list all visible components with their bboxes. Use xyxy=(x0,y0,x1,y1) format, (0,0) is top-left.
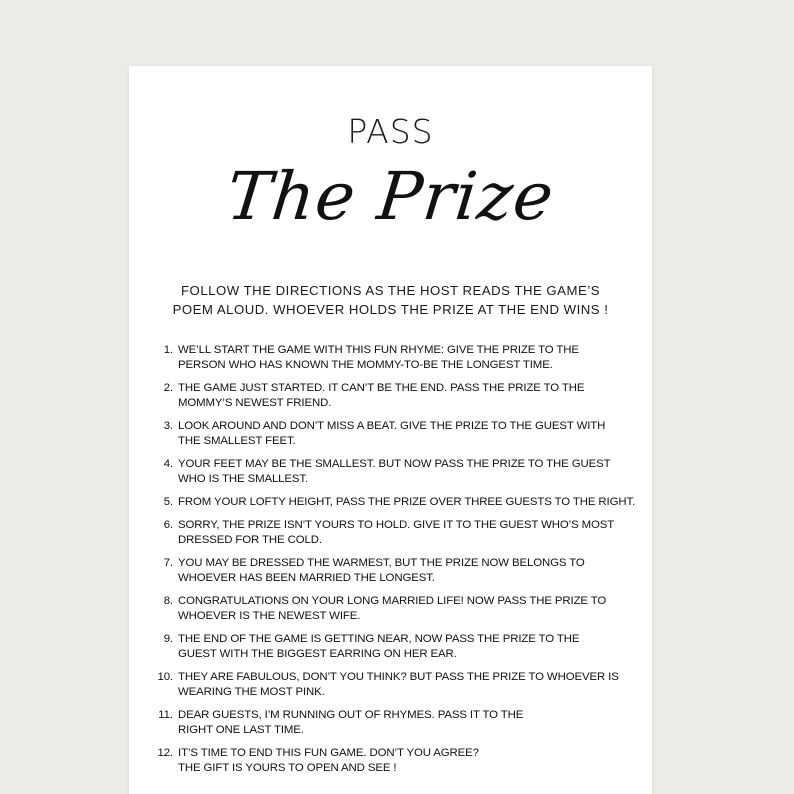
instructions xyxy=(149,281,632,319)
rule-item xyxy=(149,495,639,510)
rule-number: 5. xyxy=(163,496,173,508)
rule-item xyxy=(149,518,639,548)
rule-line: THE END OF THE GAME IS GETTING NEAR, NOW PASS THE PRIZE TO THE xyxy=(178,633,580,645)
rule-number: 9. xyxy=(163,633,173,645)
rule-number: 10. xyxy=(157,671,173,683)
title-pass: PASS xyxy=(347,112,434,151)
rule-number: 6. xyxy=(163,519,173,531)
rule-item xyxy=(149,343,639,373)
rule-item xyxy=(149,746,639,776)
rule-line: SORRY, THE PRIZE ISN’T YOURS TO HOLD. GIVE IT TO THE GUEST WHO’S MOST xyxy=(178,519,615,531)
rule-item xyxy=(149,457,639,487)
rule-line: IT’S TIME TO END THIS FUN GAME. DON’T YOU AGREE? xyxy=(178,747,479,759)
rule-line: THEY ARE FABULOUS, DON’T YOU THINK? BUT PASS THE PRIZE TO WHOEVER IS xyxy=(178,671,619,683)
rule-line: WHOEVER HAS BEEN MARRIED THE LONGEST. xyxy=(178,572,435,584)
rule-line: WE’LL START THE GAME WITH THIS FUN RHYME: GIVE THE PRIZE TO THE xyxy=(178,344,579,356)
rule-line: THE GAME JUST STARTED. IT CAN’T BE THE END. PASS THE PRIZE TO THE xyxy=(178,382,585,394)
instructions-line-2: POEM ALOUD. WHOEVER HOLDS THE PRIZE AT THE END WINS ! xyxy=(172,302,609,317)
rule-line: THE GIFT IS YOURS TO OPEN AND SEE ! xyxy=(178,762,397,774)
rule-number: 7. xyxy=(163,557,173,569)
rule-item xyxy=(149,381,639,411)
rule-number: 4. xyxy=(163,458,173,470)
rules-list xyxy=(149,343,639,784)
rule-line: CONGRATULATIONS ON YOUR LONG MARRIED LIFE! NOW PASS THE PRIZE TO xyxy=(178,595,607,607)
rule-number: 1. xyxy=(163,344,173,356)
title-the-prize: The Prize xyxy=(223,158,558,235)
rule-number: 2. xyxy=(163,382,173,394)
rule-item xyxy=(149,556,639,586)
rule-line: WHO IS THE SMALLEST. xyxy=(178,473,309,485)
rule-number: 12. xyxy=(157,747,173,759)
rule-line: GUEST WITH THE BIGGEST EARRING ON HER EAR. xyxy=(178,648,457,660)
instructions-line-1: FOLLOW THE DIRECTIONS AS THE HOST READS THE GAME’S xyxy=(181,283,600,298)
rule-number: 11. xyxy=(158,709,173,721)
rule-line: RIGHT ONE LAST TIME. xyxy=(178,724,304,736)
rule-line: DRESSED FOR THE COLD. xyxy=(178,534,322,546)
rule-item xyxy=(149,594,639,624)
rule-number: 8. xyxy=(163,595,173,607)
rule-line: PERSON WHO HAS KNOWN THE MOMMY-TO-BE THE LONGEST TIME. xyxy=(178,359,553,371)
rule-line: YOUR FEET MAY BE THE SMALLEST. BUT NOW PASS THE PRIZE TO THE GUEST xyxy=(178,458,611,470)
rule-line: WHOEVER IS THE NEWEST WIFE. xyxy=(178,610,361,622)
rule-item xyxy=(149,670,639,700)
rule-line: DEAR GUESTS, I’M RUNNING OUT OF RHYMES. PASS IT TO THE xyxy=(178,709,524,721)
rule-line: WEARING THE MOST PINK. xyxy=(178,686,325,698)
rule-line: LOOK AROUND AND DON’T MISS A BEAT. GIVE THE PRIZE TO THE GUEST WITH xyxy=(178,420,606,432)
rule-number: 3. xyxy=(163,420,173,432)
rule-line: FROM YOUR LOFTY HEIGHT, PASS THE PRIZE OVER THREE GUESTS TO THE RIGHT. xyxy=(178,496,636,508)
rule-line: THE SMALLEST FEET. xyxy=(178,435,296,447)
rule-line: YOU MAY BE DRESSED THE WARMEST, BUT THE PRIZE NOW BELONGS TO xyxy=(178,557,585,569)
rule-line: MOMMY’S NEWEST FRIEND. xyxy=(178,397,332,409)
rule-item xyxy=(149,708,639,738)
rule-item xyxy=(149,419,639,449)
game-card xyxy=(129,66,652,794)
rule-item xyxy=(149,632,639,662)
